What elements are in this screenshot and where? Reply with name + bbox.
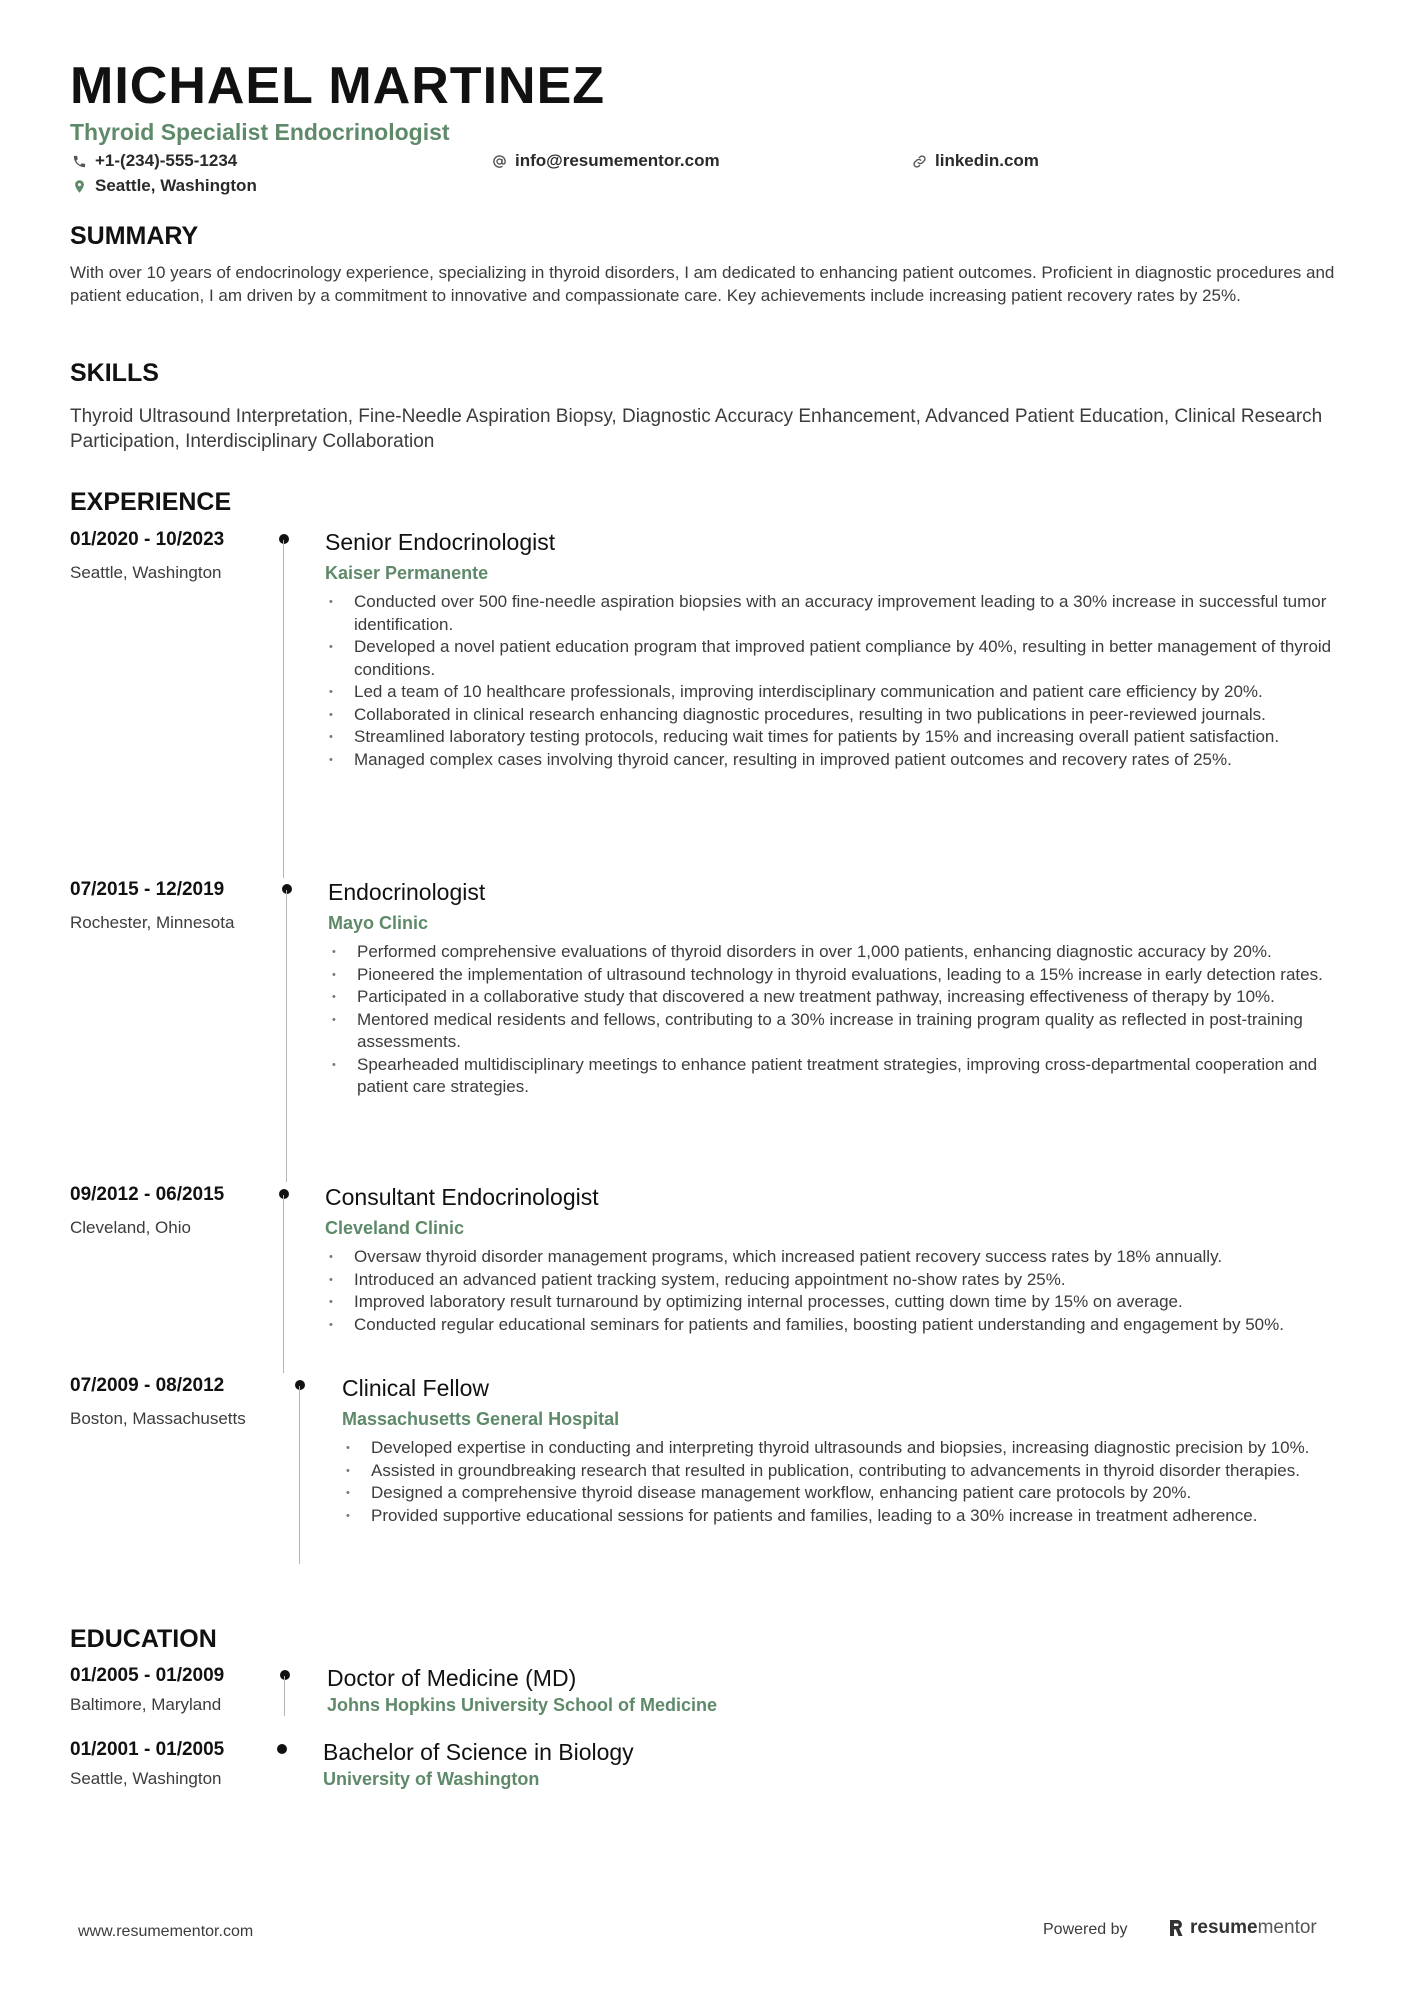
job-bullet: • Introduced an advanced patient tracking system, reducing appointment no-show rates by 25%.	[325, 1269, 1355, 1292]
job-date: 07/2015 - 12/2019	[70, 879, 225, 900]
degree-title: Doctor of Medicine (MD)	[327, 1665, 577, 1691]
timeline-dot	[295, 1380, 305, 1390]
footer-brand-logo[interactable]	[1168, 1916, 1317, 1940]
job-organization: Massachusetts General Hospital	[342, 1409, 620, 1429]
contact-linkedin[interactable]	[912, 150, 1039, 172]
phone-icon	[72, 154, 87, 169]
job-bullet: • Performed comprehensive evaluations of thyroid disorders in over 1,000 patients, enhancing diagnostic accuracy by 20%.	[328, 941, 1355, 964]
job-bullet: • Led a team of 10 healthcare professionals, improving interdisciplinary communication and patient care efficiency by 20%.	[325, 681, 1355, 704]
skills-text: Thyroid Ultrasound Interpretation, Fine-Needle Aspiration Biopsy, Diagnostic Accuracy Enhancement, Advanced Patient Education, Clinical Research Participation, Interdisciplinary Collaboration	[70, 406, 1323, 452]
job-bullet: • Collaborated in clinical research enhancing diagnostic procedures, resulting in two publications in peer-reviewed journals.	[325, 704, 1355, 727]
resumementor-logo-icon	[1168, 1918, 1184, 1938]
education-date: 01/2001 - 01/2005	[70, 1739, 225, 1760]
job-bullet: • Improved laboratory result turnaround by optimizing internal processes, cutting down time by 15% on average.	[325, 1291, 1355, 1314]
summary-heading: SUMMARY	[70, 222, 199, 250]
degree-title: Bachelor of Science in Biology	[323, 1739, 634, 1765]
job-location: Cleveland, Ohio	[70, 1218, 191, 1237]
linkedin-link[interactable]: linkedin.com	[935, 151, 1039, 170]
school-name: University of Washington	[323, 1769, 540, 1789]
education-heading: EDUCATION	[70, 1625, 217, 1653]
job-bullet: • Managed complex cases involving thyroid cancer, resulting in improved patient outcomes and recovery rates of 25%.	[325, 749, 1355, 772]
job-date: 01/2020 - 10/2023	[70, 529, 225, 550]
contact-phone	[72, 150, 237, 172]
job-bullet: • Assisted in groundbreaking research that resulted in publication, contributing to advancements in thyroid disorder therapies.	[342, 1460, 1355, 1483]
brand-text-part2: mentor	[1257, 1917, 1317, 1938]
timeline-dot	[279, 1189, 289, 1199]
timeline-dot	[279, 534, 289, 544]
job-bullet: • Conducted over 500 fine-needle aspiration biopsies with an accuracy improvement leading to a 30% increase in successful tumor identification.	[325, 591, 1355, 636]
job-bullets	[342, 1437, 1355, 1527]
job-bullet: • Developed a novel patient education program that improved patient compliance by 40%, resulting in better management of thyroid conditions.	[325, 636, 1355, 681]
job-bullet: • Spearheaded multidisciplinary meetings to enhance patient treatment strategies, improving cross-departmental cooperation and patient care strategies.	[328, 1054, 1355, 1099]
job-title: Consultant Endocrinologist	[325, 1184, 599, 1210]
timeline-line	[283, 1195, 284, 1373]
at-icon	[492, 154, 507, 169]
footer-powered-by: Powered by	[1043, 1921, 1128, 1938]
job-organization: Kaiser Permanente	[325, 563, 489, 583]
timeline-line	[284, 1676, 285, 1716]
job-bullet: • Pioneered the implementation of ultrasound technology in thyroid evaluations, leading to a 15% increase in early detection rates.	[328, 964, 1355, 987]
job-bullets	[325, 591, 1355, 771]
school-name: Johns Hopkins University School of Medicine	[327, 1695, 718, 1715]
timeline-line	[286, 890, 287, 1182]
timeline-line	[283, 540, 284, 878]
education-location: Seattle, Washington	[70, 1769, 222, 1788]
brand-text-part1: resume	[1190, 1917, 1258, 1938]
experience-heading: EXPERIENCE	[70, 488, 232, 516]
job-bullet: • Streamlined laboratory testing protocols, reducing wait times for patients by 15% and increasing overall patient satisfaction.	[325, 726, 1355, 749]
timeline-dot	[277, 1744, 287, 1754]
job-date: 09/2012 - 06/2015	[70, 1184, 225, 1205]
phone-text: +1-(234)-555-1234	[95, 151, 238, 170]
job-organization: Mayo Clinic	[328, 913, 429, 933]
link-icon	[912, 154, 927, 169]
location-pin-icon	[72, 179, 87, 194]
summary-text: With over 10 years of endocrinology experience, specializing in thyroid disorders, I am dedicated to enhancing patient outcomes. Proficient in diagnostic procedures and patient education, I am driven by a commitment to innovative and compassionate care. Key achievements include increasing patient recovery rates by 25%.	[70, 263, 1335, 305]
candidate-name: MICHAEL MARTINEZ	[70, 57, 606, 115]
job-location: Rochester, Minnesota	[70, 913, 235, 932]
job-bullet: • Oversaw thyroid disorder management programs, which increased patient recovery success rates by 18% annually.	[325, 1246, 1355, 1269]
education-location: Baltimore, Maryland	[70, 1695, 222, 1714]
email-link[interactable]: info@resumementor.com	[515, 151, 720, 170]
timeline-dot	[282, 884, 292, 894]
skills-heading: SKILLS	[70, 359, 159, 387]
job-bullets	[325, 1246, 1355, 1336]
timeline-dot	[280, 1670, 290, 1680]
footer-website[interactable]: www.resumementor.com	[78, 1923, 254, 1940]
job-bullet: • Developed expertise in conducting and interpreting thyroid ultrasounds and biopsies, increasing diagnostic precision by 10%.	[342, 1437, 1355, 1460]
job-location: Seattle, Washington	[70, 563, 222, 582]
contact-location	[72, 175, 257, 197]
location-text: Seattle, Washington	[95, 176, 257, 195]
education-date: 01/2005 - 01/2009	[70, 1665, 225, 1686]
job-location: Boston, Massachusetts	[70, 1409, 246, 1428]
job-title: Endocrinologist	[328, 879, 486, 905]
timeline-line	[299, 1386, 300, 1564]
job-bullet: • Designed a comprehensive thyroid disease management workflow, enhancing patient care protocols by 20%.	[342, 1482, 1355, 1505]
contact-email[interactable]	[492, 150, 720, 172]
job-organization: Cleveland Clinic	[325, 1218, 465, 1238]
job-date: 07/2009 - 08/2012	[70, 1375, 225, 1396]
job-bullet: • Provided supportive educational sessions for patients and families, leading to a 30% increase in treatment adherence.	[342, 1505, 1355, 1528]
job-bullet: • Conducted regular educational seminars for patients and families, boosting patient understanding and engagement by 50%.	[325, 1314, 1355, 1337]
candidate-role: Thyroid Specialist Endocrinologist	[70, 119, 450, 145]
job-bullet: • Mentored medical residents and fellows, contributing to a 30% increase in training program quality as reflected in post-training assessments.	[328, 1009, 1355, 1054]
job-title: Senior Endocrinologist	[325, 529, 556, 555]
job-bullet: • Participated in a collaborative study that discovered a new treatment pathway, increasing effectiveness of therapy by 10%.	[328, 986, 1355, 1009]
job-title: Clinical Fellow	[342, 1375, 489, 1401]
job-bullets	[328, 941, 1355, 1099]
